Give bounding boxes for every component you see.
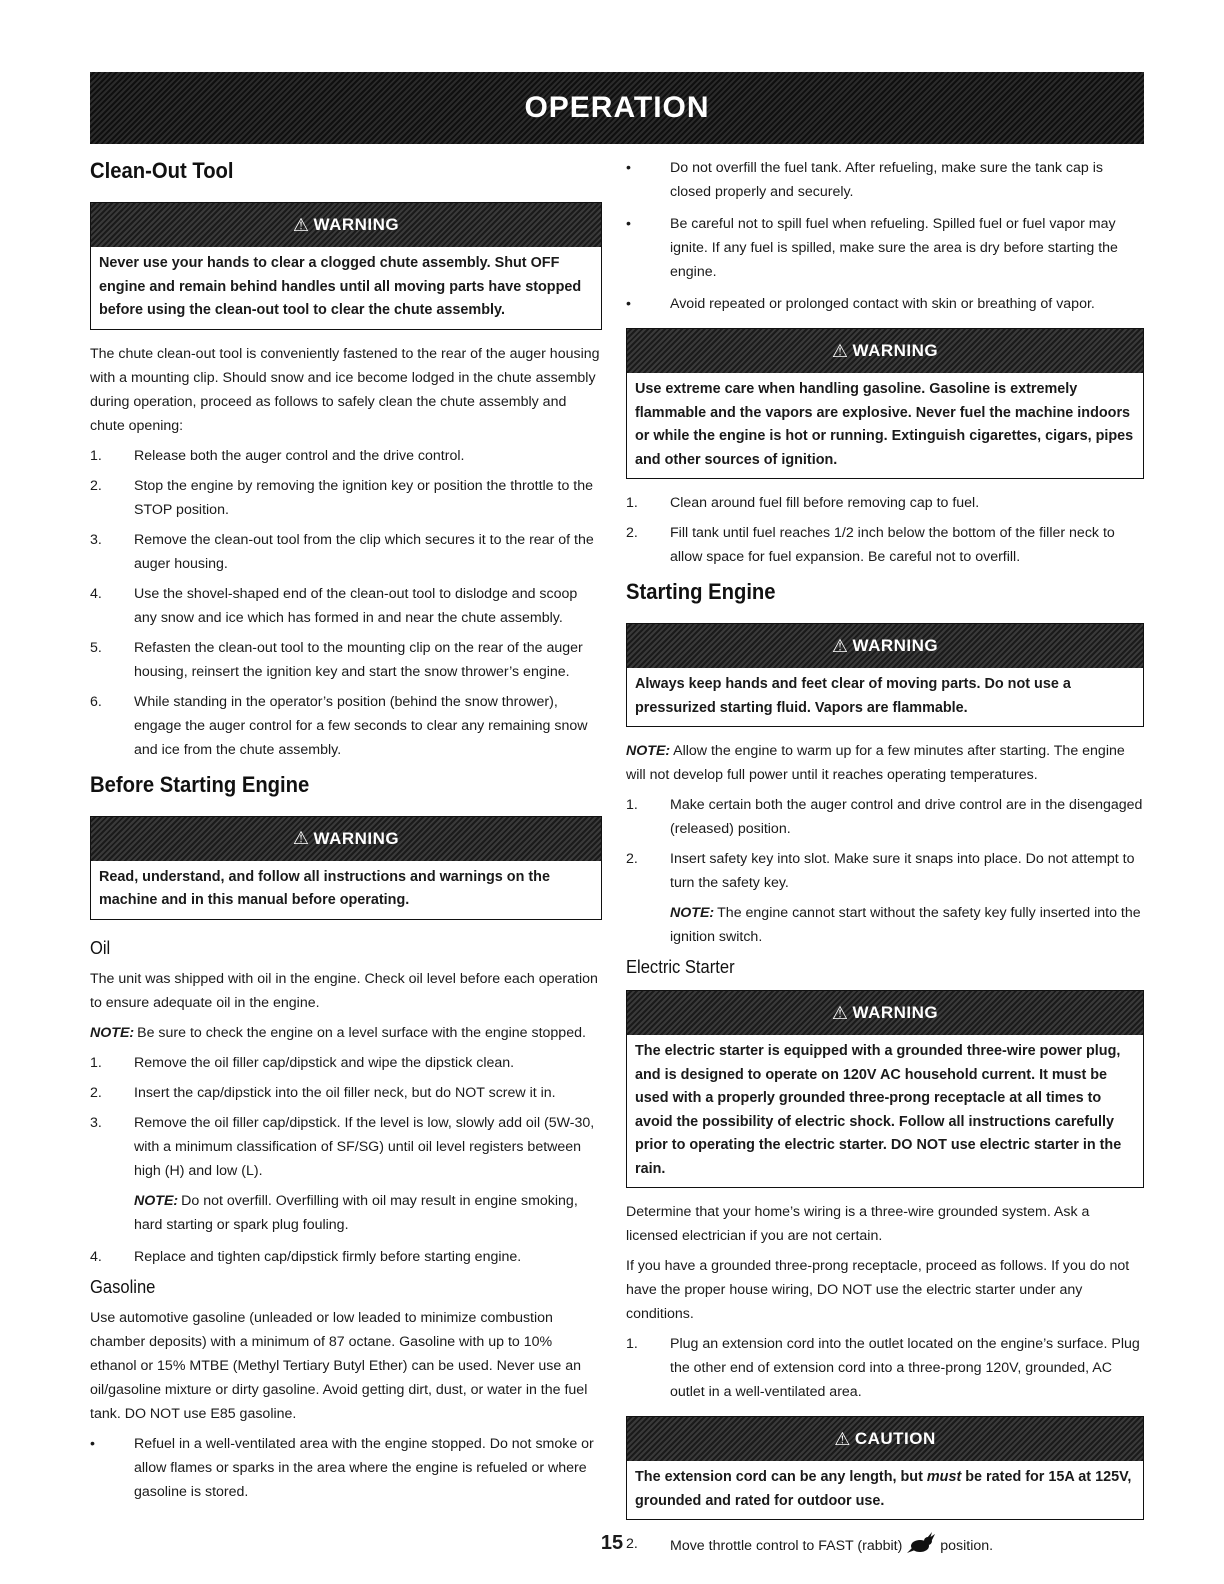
warning-triangle-icon: ⚠: [292, 828, 310, 848]
warning-triangle-icon: ⚠: [831, 635, 849, 656]
starting-engine-heading: Starting Engine: [626, 579, 776, 604]
page-number: 15: [600, 1532, 624, 1554]
clean-out-intro: The chute clean-out tool is conveniently fastened to the rear of the auger housing with a mounting clip. Should snow and ice become lodged in the chute assembly during operation, proceed as follows to safely clean the chute assembly and chute opening:: [90, 345, 600, 434]
oil-intro: The unit was shipped with oil in the engine. Check oil level before each operation to ensure adequate oil in the engine.: [90, 970, 598, 1011]
section-title: OPERATION: [524, 91, 710, 124]
list-item: 2. Stop the engine by removing the ignition key or position the throttle to the STOP position.: [90, 477, 594, 518]
starting-steps: [626, 793, 1144, 895]
list-item: 2. Insert safety key into slot. Make sure it snaps into place. Do not attempt to turn the safety key.: [626, 851, 1135, 891]
fuel-steps: [626, 491, 1144, 569]
clean-out-warning-box: [90, 202, 602, 330]
warning-label: WARNING: [313, 215, 400, 234]
warning-label: WARNING: [852, 341, 939, 360]
list-item: • Do not overfill the fuel tank. After refueling, make sure the tank cap is closed properly and securely.: [626, 160, 1103, 200]
caution-box: [626, 1416, 1144, 1520]
list-item: 5. Refasten the clean-out tool to the mounting clip on the rear of the auger housing, reinsert the ignition key and start the snow thrower’s engine.: [90, 639, 583, 680]
caution-header: [627, 1417, 1143, 1461]
list-item: • Be careful not to spill fuel when refueling. Spilled fuel or fuel vapor may ignite. If any fuel is spilled, make sure the area is dry before starting the engine.: [626, 216, 1118, 280]
list-item: 2. Insert the cap/dipstick into the oil filler neck, but do NOT screw it in.: [90, 1084, 556, 1101]
warning-text: Use extreme care when handling gasoline. Gasoline is extremely flammable and the vapors are explosive. Never fuel the machine indoors or while the engine is hot or running. Extinguish cigarettes, cigars, pipes and other sources of ignition.: [635, 381, 1134, 468]
gasoline-heading: Gasoline: [90, 1276, 156, 1297]
warning-header: [627, 329, 1143, 373]
clean-out-heading: Clean-Out Tool: [90, 158, 234, 183]
before-starting-warning-box: [90, 816, 602, 920]
caution-triangle-icon: ⚠: [834, 1428, 851, 1449]
warning-text: Never use your hands to clear a clogged chute assembly. Shut OFF engine and remain behind handles until all moving parts have stopped before using the clean-out tool to clear the chute assembly.: [99, 255, 582, 318]
right-column: [626, 152, 1144, 1564]
list-item: 4. Replace and tighten cap/dipstick firmly before starting engine.: [90, 1248, 522, 1265]
electric-warning-box: [626, 990, 1144, 1188]
clean-out-steps: [90, 444, 602, 762]
before-starting-heading: Before Starting Engine: [90, 771, 310, 797]
fuel-warning-box: [626, 328, 1144, 479]
starting-step2-note: NOTE: The engine cannot start without the safety key fully inserted into the ignition switch.: [670, 905, 1141, 945]
electric-steps: [626, 1332, 1144, 1404]
warning-text: The electric starter is equipped with a grounded three-wire power plug, and is designed to operate on 120V AC household current. It must be used with a properly grounded three-prong receptacle at all times to avoid the possibility of electric shock. Follow all instructions carefully prior to operating the electric starter. DO NOT use electric starter in the rain.: [635, 1043, 1122, 1177]
gasoline-intro: Use automotive gasoline (unleaded or low leaded to minimize combustion chamber deposits) with a minimum of 87 octane. Gasoline with up to 10% ethanol or 15% MTBE (Methyl Tertiary Butyl Ether) can be used. Never use an oil/gasoline mixture or dirty gasoline. Avoid getting dirt, dust, or water in the fuel tank. DO NOT use E85 gasoline.: [90, 1309, 588, 1422]
caution-text: The extension cord can be any length, but must be rated for 15A at 125V, grounded and rated for outdoor use.: [635, 1469, 1132, 1509]
warning-text: Always keep hands and feet clear of moving parts. Do not use a pressurized starting fluid. Vapors are flammable.: [635, 676, 1071, 716]
list-item: 1. Remove the oil filler cap/dipstick and wipe the dipstick clean.: [90, 1054, 515, 1071]
warning-triangle-icon: ⚠: [292, 214, 310, 235]
list-item: 3. Remove the clean-out tool from the clip which secures it to the rear of the auger housing.: [90, 531, 594, 572]
list-item: 4. Use the shovel-shaped end of the clean-out tool to dislodge and scoop any snow and ice which has formed in and near the chute assembly.: [90, 585, 578, 626]
fuel-bullets: [626, 156, 1144, 316]
left-column: [90, 152, 602, 1512]
list-item: 2. Move throttle control to FAST (rabbit) position.: [626, 1532, 1144, 1558]
section-banner: [90, 72, 1144, 144]
list-item: 1. Clean around fuel fill before removing cap to fuel.: [626, 495, 980, 511]
warning-text: Read, understand, and follow all instructions and warnings on the machine and in this manual before operating.: [99, 868, 550, 908]
oil-heading: Oil: [90, 937, 111, 958]
warning-triangle-icon: ⚠: [831, 1002, 849, 1023]
oil-step3-note: NOTE: Do not overfill. Overfilling with oil may result in engine smoking, hard starting or spark plug fouling.: [134, 1192, 578, 1233]
list-item: 1. Release both the auger control and the drive control.: [90, 447, 465, 464]
warning-header: [627, 624, 1143, 668]
oil-note: NOTE: Be sure to check the engine on a level surface with the engine stopped.: [90, 1024, 586, 1041]
oil-steps-cont: [90, 1245, 602, 1269]
list-item: • Avoid repeated or prolonged contact with skin or breathing of vapor.: [626, 296, 1095, 312]
oil-steps: [90, 1051, 602, 1183]
list-item: 1. Make certain both the auger control and drive control are in the disengaged (released) position.: [626, 797, 1143, 837]
list-item: 3. Remove the oil filler cap/dipstick. If the level is low, slowly add oil (5W-30, with a minimum classification of SF/SG) until oil level registers between high (H) and low (L).: [90, 1114, 595, 1179]
electric-para2: If you have a grounded three-prong receptacle, proceed as follows. If you do not have the proper house wiring, DO NOT use the electric starter under any conditions.: [626, 1258, 1130, 1322]
warning-label: WARNING: [852, 1003, 939, 1022]
warning-triangle-icon: ⚠: [831, 340, 849, 361]
list-item: 6. While standing in the operator’s position (behind the snow thrower), engage the auger control for a few seconds to clear any remaining snow and ice from the chute assembly.: [90, 693, 588, 758]
list-item: 1. Plug an extension cord into the outlet located on the engine’s surface. Plug the other end of extension cord into a three-prong 120V, grounded, AC outlet in a well-ventilated area.: [626, 1336, 1140, 1400]
warning-header: [91, 203, 601, 247]
warning-label: WARNING: [852, 636, 939, 655]
warning-header: [91, 817, 601, 861]
warning-header: [627, 991, 1143, 1035]
list-item: 2. Fill tank until fuel reaches 1/2 inch below the bottom of the filler neck to allow space for fuel expansion. Be careful not to overfill.: [626, 525, 1115, 565]
starting-warning-box: [626, 623, 1144, 727]
caution-label: CAUTION: [854, 1429, 936, 1448]
list-item: • Refuel in a well-ventilated area with the engine stopped. Do not smoke or allow flames or sparks in the area where the engine is refueled or where gasoline is stored.: [90, 1435, 594, 1500]
electric-starter-heading: Electric Starter: [626, 957, 735, 977]
starting-note: NOTE: Allow the engine to warm up for a few minutes after starting. The engine will not develop full power until it reaches operating temperatures.: [626, 743, 1125, 783]
warning-label: WARNING: [313, 828, 400, 848]
electric-para1: Determine that your home’s wiring is a three-wire grounded system. Ask a licensed electrician if you are not certain.: [626, 1204, 1090, 1244]
gasoline-bullets: [90, 1432, 602, 1504]
